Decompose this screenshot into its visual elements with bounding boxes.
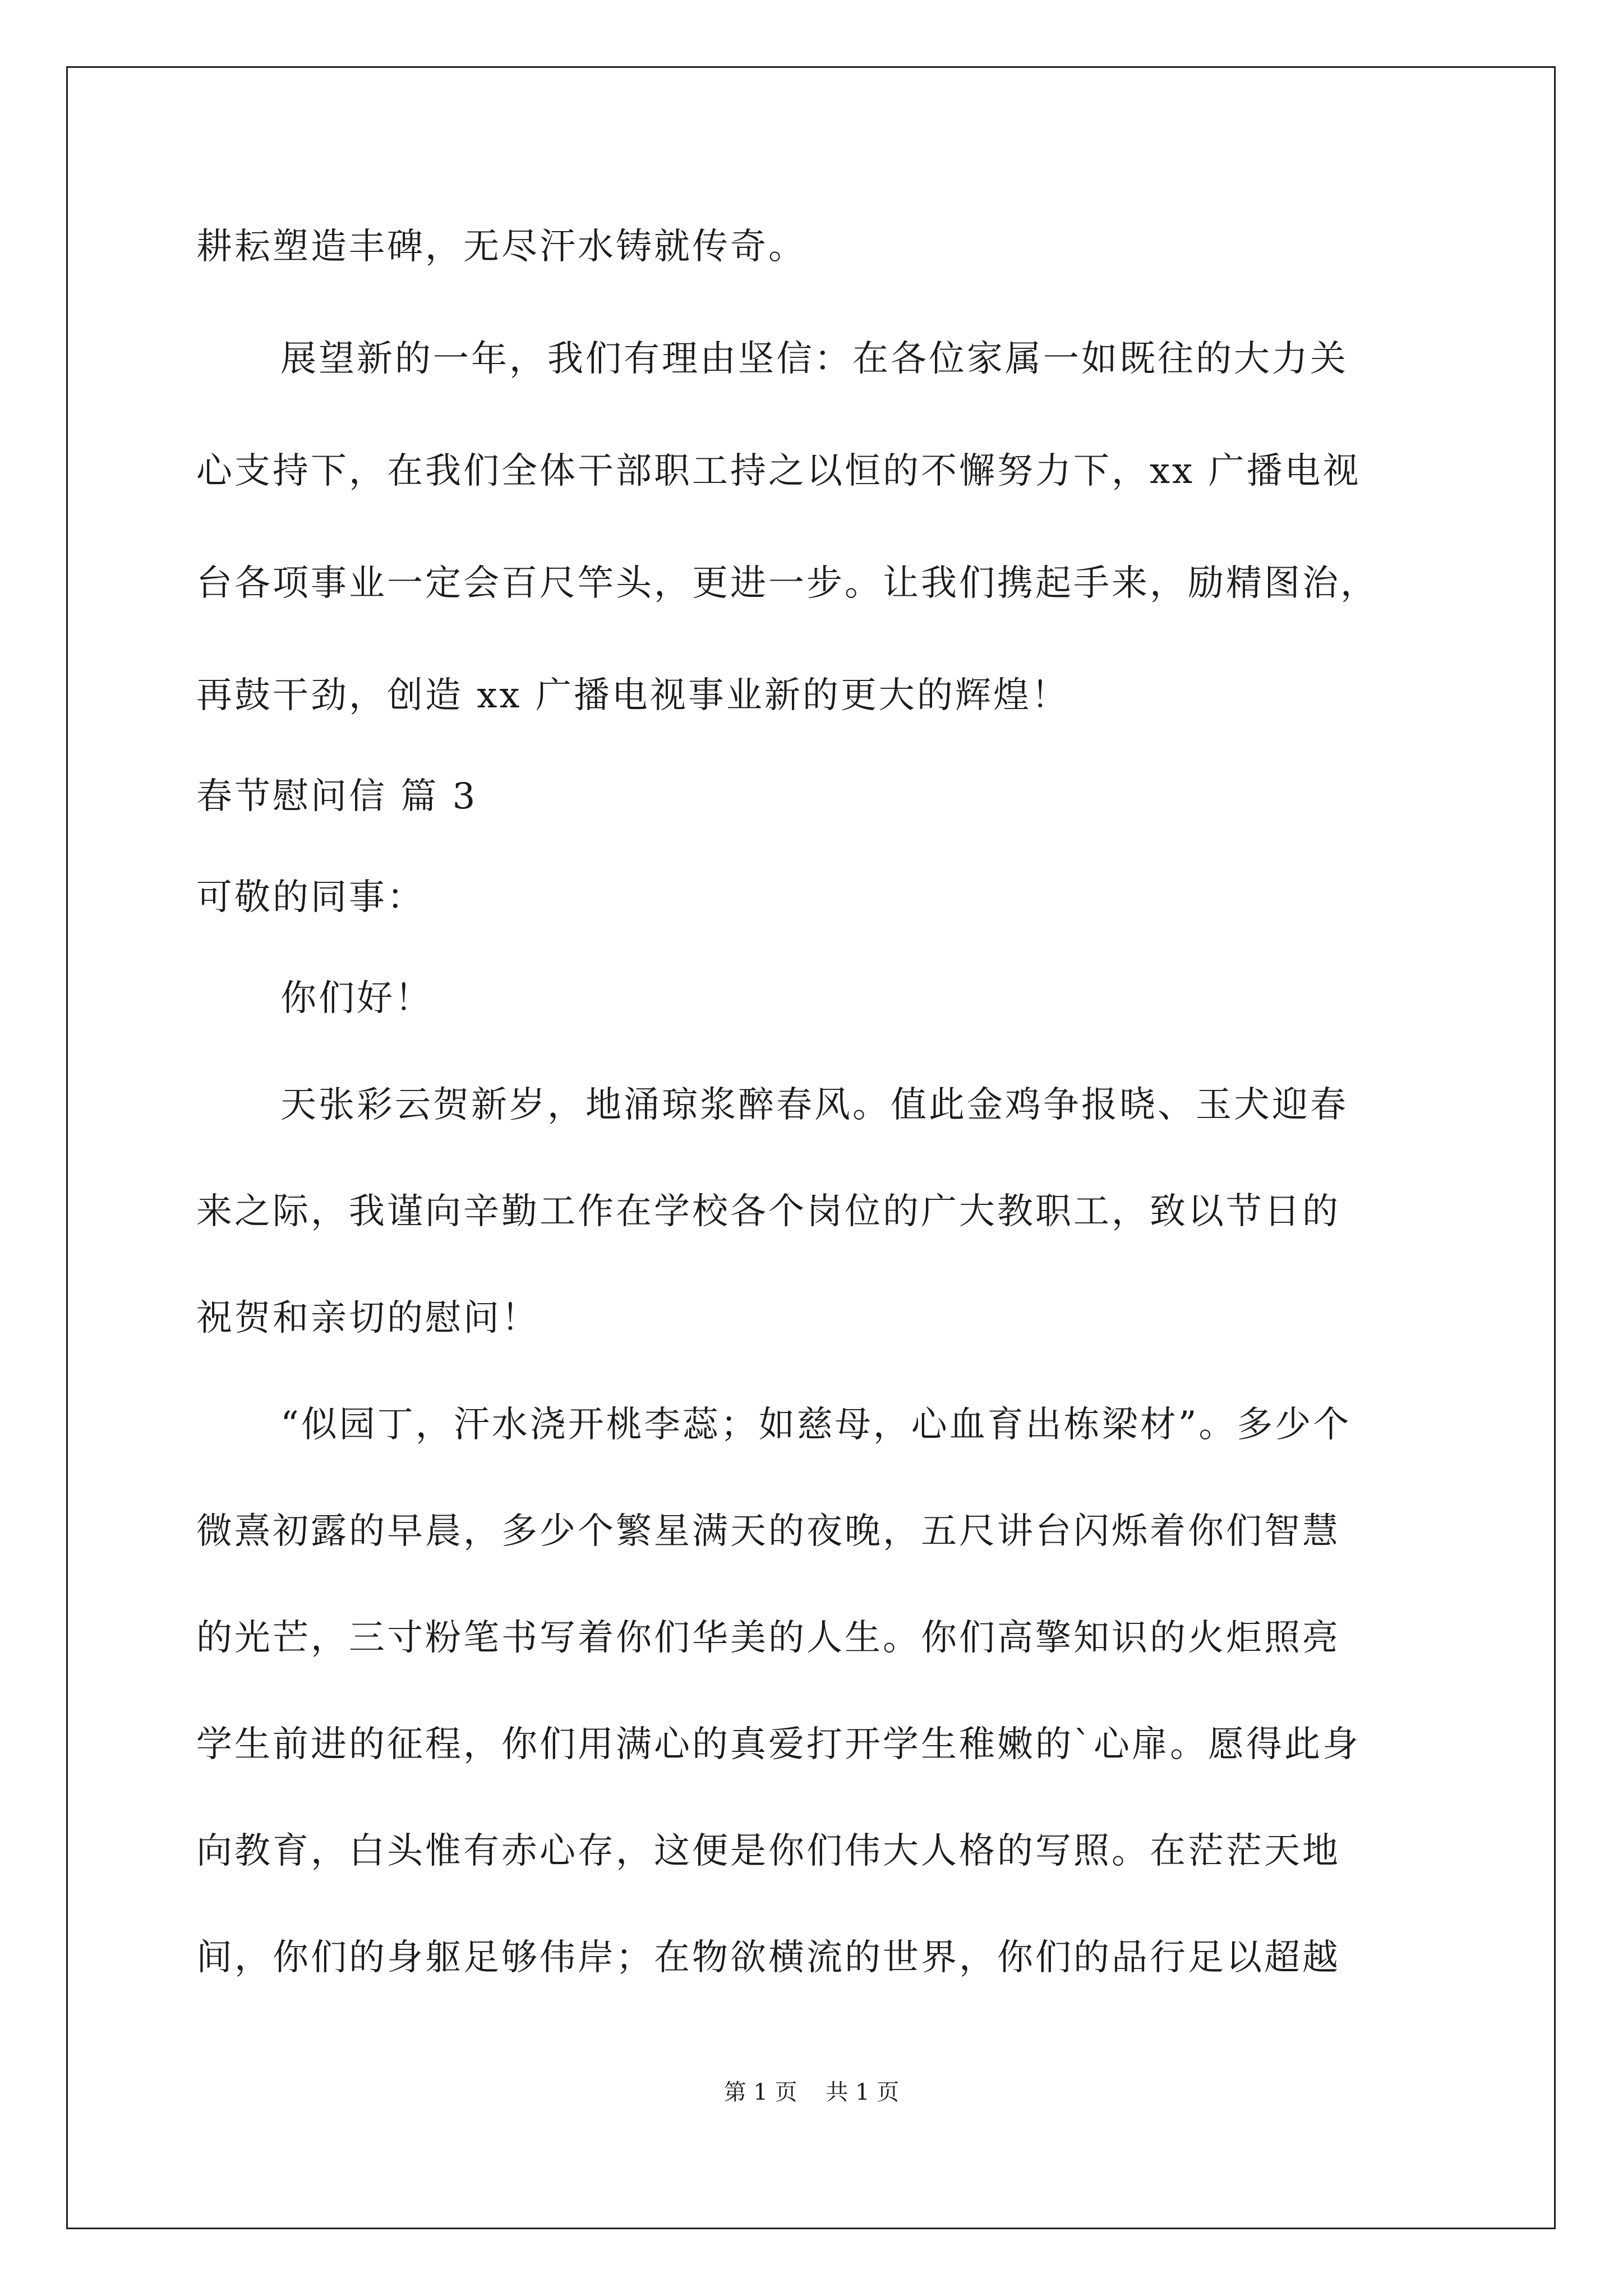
paragraph-line: 学生前进的征程，你们用满心的真爱打开学生稚嫩的`心扉。愿得此身: [196, 1724, 1361, 1765]
paragraph-line: 展望新的一年，我们有理由坚信：在各位家属一如既往的大力关: [280, 338, 1348, 380]
page-number: 第 1 页 共 1 页: [723, 2079, 900, 2105]
section-heading: 春节慰问信 篇 3: [196, 776, 478, 817]
paragraph-line: 耕耘塑造丰碑，无尽汗水铸就传奇。: [196, 226, 806, 268]
page-border: [66, 66, 1556, 2229]
paragraph-line: 天张彩云贺新岁，地涌琼浆醉春风。值此金鸡争报晓、玉犬迎春: [280, 1084, 1348, 1126]
paragraph-line: 微熹初露的早晨，多少个繁星满天的夜晚，五尺讲台闪烁着你们智慧: [196, 1511, 1340, 1552]
paragraph-line: 的光芒，三寸粉笔书写着你们华美的人生。你们高擎知识的火炬照亮: [196, 1617, 1340, 1659]
paragraph-line: 台各项事业一定会百尺竿头，更进一步。让我们携起手来，励精图治，: [196, 563, 1378, 604]
paragraph-line: 祝贺和亲切的慰问！: [196, 1297, 540, 1339]
paragraph-line: 间，你们的身躯足够伟岸；在物欲横流的世界，你们的品行足以超越: [196, 1937, 1340, 1978]
paragraph-line: 向教育，白头惟有赤心存，这便是你们伟大人格的写照。在茫茫天地: [196, 1830, 1340, 1872]
paragraph-line: 再鼓干劲，创造 xx 广播电视事业新的更大的辉煌！: [196, 675, 1069, 716]
paragraph-line: “似园丁，汗水浇开桃李蕊；如慈母，心血育出栋梁材”。多少个: [280, 1404, 1352, 1446]
paragraph-line: 心支持下，在我们全体干部职工持之以恒的不懈努力下，xx 广播电视: [196, 450, 1361, 492]
salutation: 可敬的同事：: [196, 877, 425, 918]
greeting: 你们好！: [280, 978, 433, 1019]
paragraph-line: 来之际，我谨向辛勤工作在学校各个岗位的广大教职工，致以节日的: [196, 1191, 1340, 1232]
